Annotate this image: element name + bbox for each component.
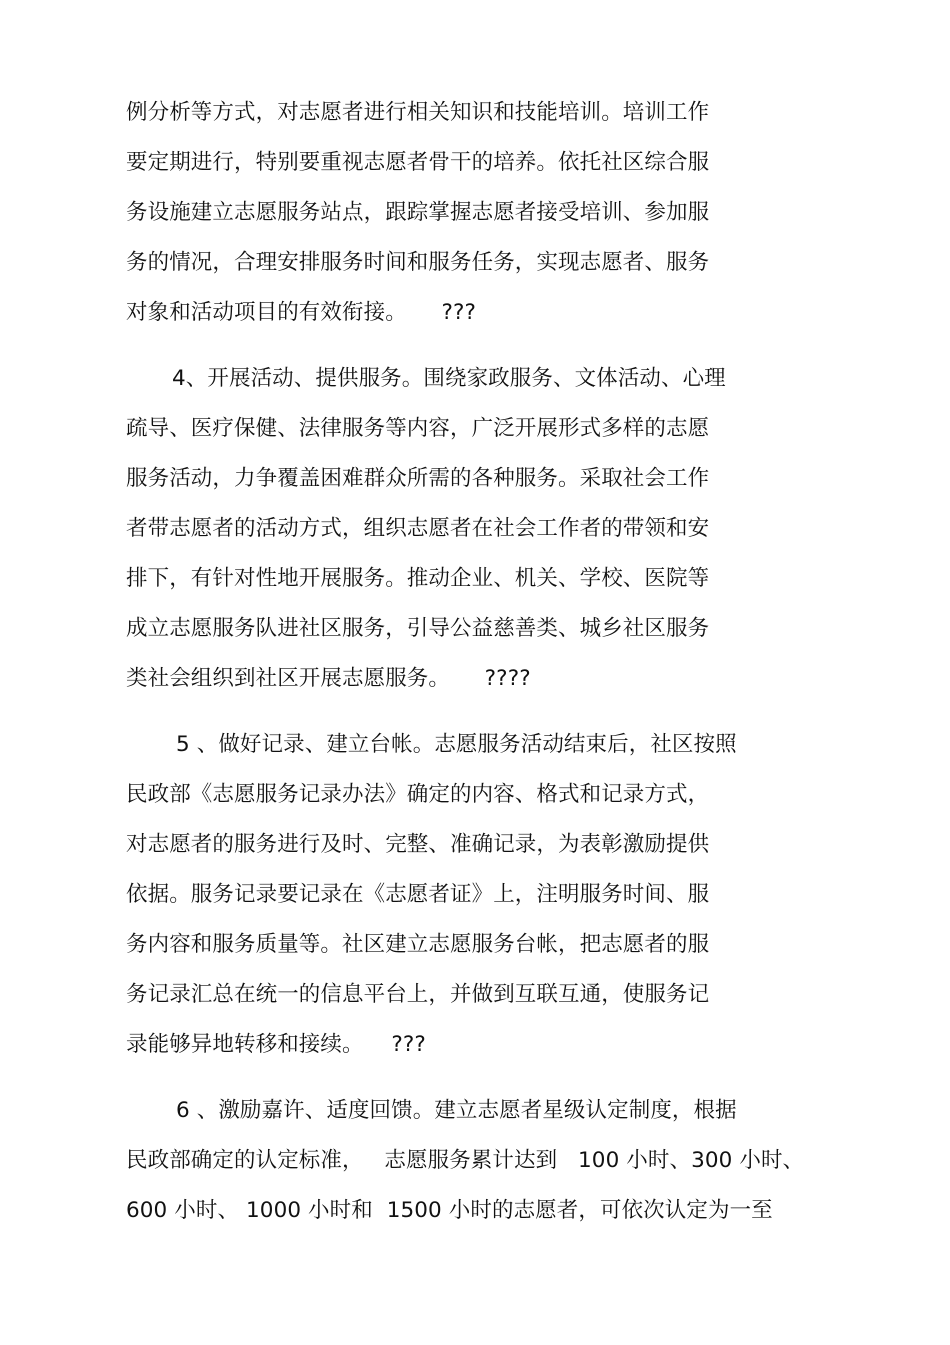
paragraph-3-line-1: 5 、做好记录、建立台帐。志愿服务活动结束后，社区按照 bbox=[176, 732, 737, 757]
paragraph-4-line-2: 民政部确定的认定标准， 志愿服务累计达到 100 小时、300 小时、 bbox=[126, 1148, 805, 1173]
paragraph-2-line-1: 4、开展活动、提供服务。围绕家政服务、文体活动、心理 bbox=[172, 366, 726, 391]
paragraph-1-line-4: 务的情况，合理安排服务时间和服务任务，实现志愿者、服务 bbox=[126, 250, 710, 275]
paragraph-2-line-2: 疏导、医疗保健、法律服务等内容，广泛开展形式多样的志愿 bbox=[126, 416, 710, 441]
paragraph-3-line-7: 录能够异地转移和接续。 ??? bbox=[126, 1032, 426, 1057]
paragraph-2-line-7: 类社会组织到社区开展志愿服务。 ???? bbox=[126, 666, 531, 691]
paragraph-1-line-5: 对象和活动项目的有效衔接。 ??? bbox=[126, 300, 477, 325]
paragraph-1-line-2: 要定期进行，特别要重视志愿者骨干的培养。依托社区综合服 bbox=[126, 150, 710, 175]
paragraph-2-line-4: 者带志愿者的活动方式，组织志愿者在社会工作者的带领和安 bbox=[126, 516, 710, 541]
paragraph-2-line-3: 服务活动，力争覆盖困难群众所需的各种服务。采取社会工作 bbox=[126, 466, 710, 491]
paragraph-1-line-3: 务设施建立志愿服务站点，跟踪掌握志愿者接受培训、参加服 bbox=[126, 200, 710, 225]
paragraph-4-line-1: 6 、激励嘉许、适度回馈。建立志愿者星级认定制度，根据 bbox=[176, 1098, 737, 1123]
paragraph-3-line-4: 依据。服务记录要记录在《志愿者证》上，注明服务时间、服 bbox=[126, 882, 710, 907]
paragraph-2-line-6: 成立志愿服务队进社区服务，引导公益慈善类、城乡社区服务 bbox=[126, 616, 710, 641]
paragraph-4-line-3: 600 小时、 1000 小时和 1500 小时的志愿者，可依次认定为一至 bbox=[126, 1198, 773, 1223]
paragraph-3-line-2: 民政部《志愿服务记录办法》确定的内容、格式和记录方式， bbox=[126, 782, 710, 807]
paragraph-2-line-5: 排下，有针对性地开展服务。推动企业、机关、学校、医院等 bbox=[126, 566, 710, 591]
paragraph-3-line-5: 务内容和服务质量等。社区建立志愿服务台帐，把志愿者的服 bbox=[126, 932, 710, 957]
paragraph-3-line-3: 对志愿者的服务进行及时、完整、准确记录，为表彰激励提供 bbox=[126, 832, 710, 857]
paragraph-3-line-6: 务记录汇总在统一的信息平台上，并做到互联互通，使服务记 bbox=[126, 982, 710, 1007]
paragraph-1-line-1: 例分析等方式，对志愿者进行相关知识和技能培训。培训工作 bbox=[126, 100, 710, 125]
